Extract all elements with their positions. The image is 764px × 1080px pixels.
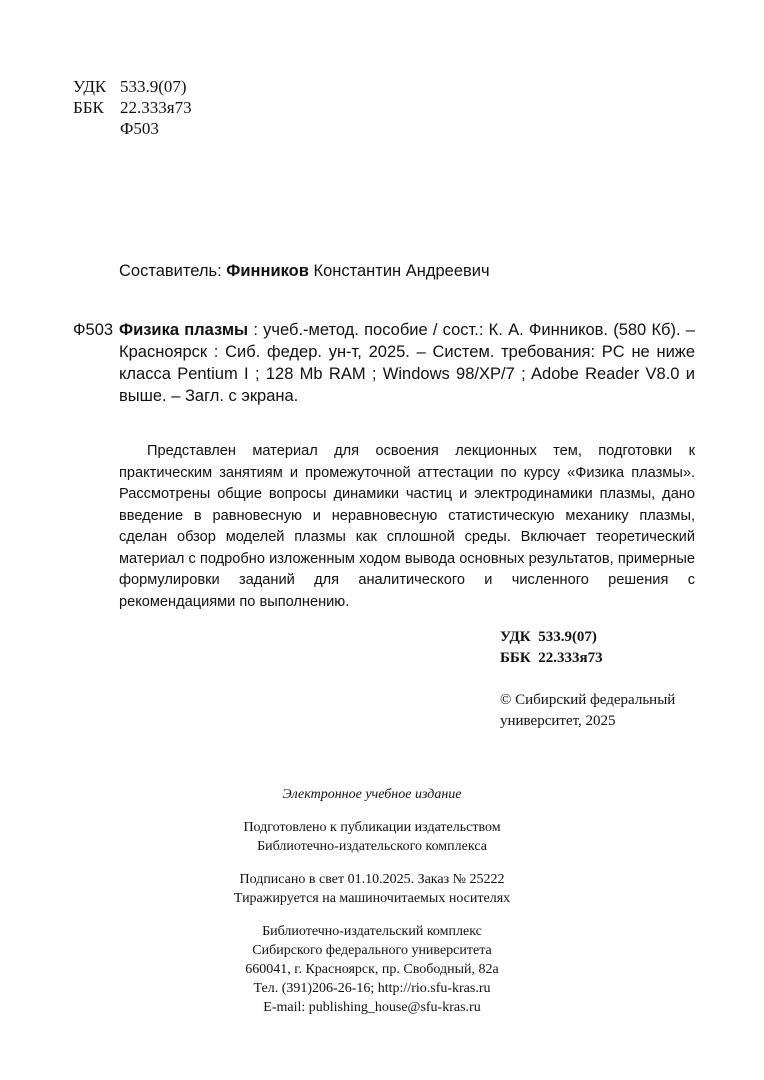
entry-title: Физика плазмы <box>119 321 249 339</box>
prepared-line-2: Библиотечно-издательского комплекса <box>257 839 487 854</box>
imprint-block <box>170 785 574 1017</box>
compiler-given-names: Константин Андреевич <box>313 262 490 280</box>
udk-label: УДК <box>73 77 107 96</box>
publisher-phone: Тел. (391)206-26-16; http://rio.sfu-kras.ru <box>253 981 491 996</box>
bibliographic-entry <box>73 319 695 407</box>
classification-codes <box>73 76 192 139</box>
footer-udk: УДК 533.9(07) <box>500 629 597 645</box>
bbk-label: ББК <box>73 98 104 117</box>
compiler-label: Составитель: <box>119 262 222 280</box>
bbk-value: 22.333я73 <box>120 98 192 117</box>
signed-line: Подписано в свет 01.10.2025. Заказ № 25222 <box>239 872 505 887</box>
footer-classification-codes <box>500 627 603 669</box>
abstract-paragraph: Представлен материал для освоения лекционных тем, подготовки к практическим занятиям и промежуточной аттестации по курсу «Физика плазмы». Рассмотрены общие вопросы динамики частиц и электродинамики плазмы, дано введение в равновесную и неравновесную статистическую механику плазмы, сделан обзор моделей плазмы как сплошной среды. Включает теоретический материал с подробно изложенным ходом вывода основных результатов, примерные формулировки заданий для аналитического и численного решения с рекомендациями по выполнению. <box>119 443 695 610</box>
copyright-notice <box>500 690 700 732</box>
author-mark: Ф503 <box>120 119 159 138</box>
entry-body <box>119 319 695 407</box>
copyright-line-2: университет, 2025 <box>500 713 616 729</box>
entry-description: : учеб.-метод. пособие / сост.: К. А. Финников. (580 Кб). – Красноярск : Сиб. федер. ун-т, 2025. – Систем. требования: PC не ниже класса Pentium I ; 128 Mb RAM ; Windows 98/XP/7 ; Adobe Reader V8.0 и выше. – Загл. с экрана. <box>119 321 695 405</box>
publisher-email: E-mail: publishing_house@sfu-kras.ru <box>263 1000 481 1015</box>
publisher-line-1: Библиотечно-издательский комплекс <box>262 924 482 939</box>
publisher-line-2: Сибирского федерального университета <box>252 943 492 958</box>
compiler-line <box>119 262 490 281</box>
prepared-line-1: Подготовлено к публикации издательством <box>243 820 501 835</box>
media-line: Тиражируется на машиночитаемых носителях <box>233 891 511 906</box>
copyright-line-1: © Сибирский федеральный <box>500 692 676 708</box>
compiler-surname: Финников <box>226 262 309 280</box>
entry-index: Ф503 <box>73 321 114 339</box>
footer-bbk: ББК 22.333я73 <box>500 650 603 666</box>
publisher-address: 660041, г. Красноярск, пр. Свободный, 82а <box>245 962 499 977</box>
udk-row <box>73 76 192 97</box>
edition-type: Электронное учебное издание <box>282 787 462 802</box>
udk-value: 533.9(07) <box>120 77 187 96</box>
bbk-row <box>73 97 192 118</box>
